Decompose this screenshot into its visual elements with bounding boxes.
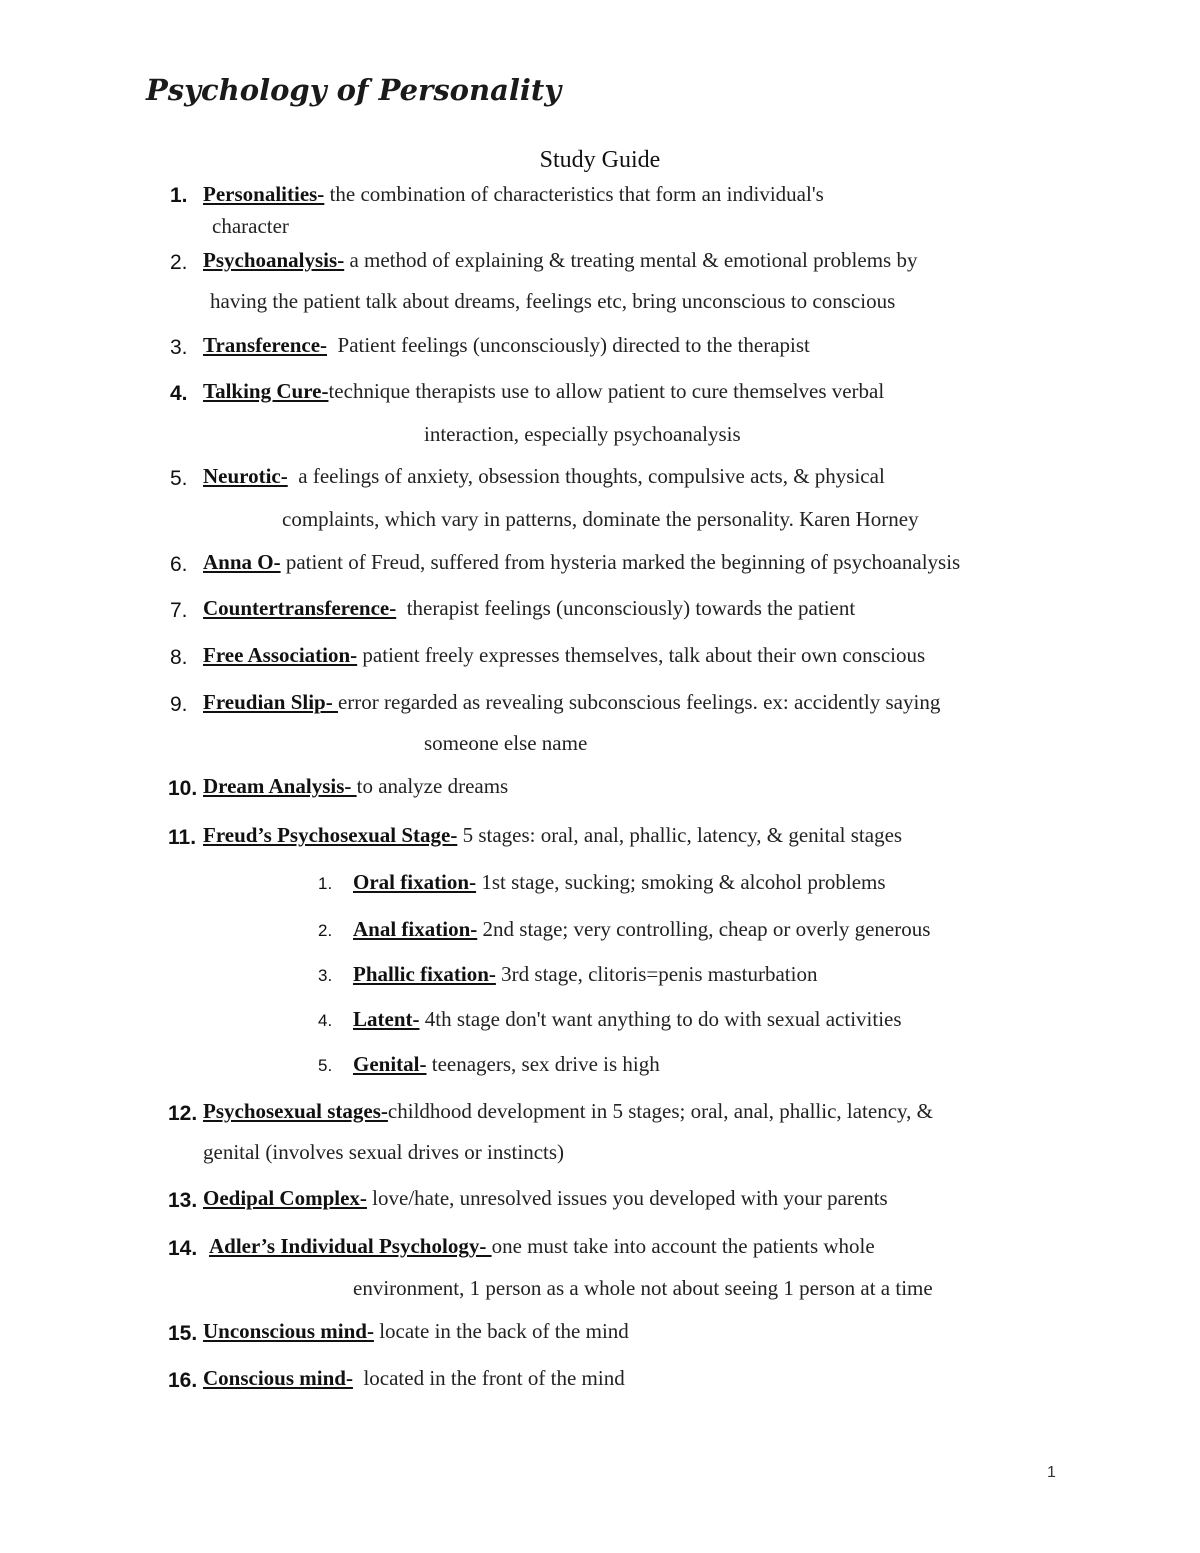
item-continuation: someone else name <box>424 731 588 755</box>
item-definition: located in the front of the mind <box>352 1366 625 1390</box>
subitem-definition: 2nd stage; very controlling, cheap or overly generous <box>477 917 931 941</box>
list-item <box>203 1188 888 1209</box>
list-item <box>203 381 884 402</box>
subitem-definition: 4th stage don't want anything to do with sexual activities <box>419 1007 902 1031</box>
subitem-definition: teenagers, sex drive is high <box>426 1052 660 1076</box>
item-definition: to analyze dreams <box>356 774 509 798</box>
item-continuation: interaction, especially psychoanalysis <box>424 422 741 446</box>
subitem-definition: 1st stage, sucking; smoking & alcohol problems <box>476 870 886 894</box>
item-term: Adler’s Individual Psychology- <box>209 1234 492 1258</box>
item-term: Talking Cure- <box>203 379 329 403</box>
list-item <box>203 776 508 797</box>
item-definition: a feelings of anxiety, obsession thoughts, compulsive acts, & physical <box>287 464 885 488</box>
item-number: 4. <box>170 382 188 405</box>
item-number: 12. <box>168 1102 198 1125</box>
item-definition: patient freely expresses themselves, talk about their own conscious <box>357 643 926 667</box>
subitem-term: Phallic fixation- <box>353 962 496 986</box>
item-number: 7. <box>170 599 188 622</box>
item-term: Unconscious mind- <box>203 1319 374 1343</box>
item-continuation: character <box>212 214 289 238</box>
item-number: 10. <box>168 777 198 800</box>
item-definition: patient of Freud, suffered from hysteria marked the beginning of psychoanalysis <box>280 550 961 574</box>
item-definition: therapist feelings (unconsciously) towards the patient <box>396 596 856 620</box>
item-definition: 5 stages: oral, anal, phallic, latency, & genital stages <box>457 823 903 847</box>
item-number: 9. <box>170 693 188 716</box>
item-definition: the combination of characteristics that form an individual's <box>324 182 824 206</box>
item-definition: error regarded as revealing subconscious feelings. ex: accidently saying <box>337 690 941 714</box>
item-definition: a method of explaining & treating mental & emotional problems by <box>344 248 918 272</box>
list-item <box>203 184 824 205</box>
subitem-number: 2. <box>318 921 333 940</box>
item-number: 14. <box>168 1237 198 1260</box>
sub-list-item <box>353 872 886 893</box>
list-item <box>203 645 925 666</box>
list-item <box>203 466 885 487</box>
item-definition: childhood development in 5 stages; oral, anal, phallic, latency, & <box>387 1099 933 1123</box>
item-definition: one must take into account the patients whole <box>491 1234 875 1258</box>
item-term: Personalities- <box>203 182 325 206</box>
item-term: Countertransference- <box>203 596 397 620</box>
item-number: 13. <box>168 1189 198 1212</box>
item-number: 1. <box>170 184 188 207</box>
item-number: 16. <box>168 1369 198 1392</box>
subitem-number: 3. <box>318 966 333 985</box>
item-definition: technique therapists use to allow patient to cure themselves verbal <box>328 379 885 403</box>
item-term: Freud’s Psychosexual Stage- <box>203 823 458 847</box>
sub-list-item <box>353 1009 902 1030</box>
list-item <box>209 1236 875 1257</box>
item-number: 6. <box>170 553 188 576</box>
subitem-term: Latent- <box>353 1007 420 1031</box>
list-item <box>203 335 810 356</box>
item-number: 5. <box>170 467 188 490</box>
subitem-term: Genital- <box>353 1052 427 1076</box>
item-term: Oedipal Complex- <box>203 1186 367 1210</box>
item-term: Neurotic- <box>203 464 288 488</box>
list-item <box>203 692 940 713</box>
document-title: Psychology of Personality <box>146 73 562 107</box>
list-item <box>203 1368 625 1389</box>
page-heading: Study Guide <box>539 147 661 173</box>
item-definition: love/hate, unresolved issues you developed with your parents <box>366 1186 888 1210</box>
list-item <box>203 250 917 271</box>
item-continuation: complaints, which vary in patterns, dominate the personality. Karen Horney <box>282 507 919 531</box>
item-term: Psychosexual stages- <box>203 1099 388 1123</box>
sub-list-item <box>353 919 930 940</box>
list-item <box>203 825 902 846</box>
item-number: 2. <box>170 251 188 274</box>
subitem-term: Oral fixation- <box>353 870 477 894</box>
item-term: Conscious mind- <box>203 1366 353 1390</box>
item-number: 3. <box>170 336 188 359</box>
page-number: 1 <box>1047 1464 1056 1481</box>
item-term: Psychoanalysis- <box>203 248 345 272</box>
sub-list-item <box>353 964 817 985</box>
item-definition: Patient feelings (unconsciously) directed to the therapist <box>327 333 810 357</box>
list-item <box>203 1321 629 1342</box>
list-item <box>203 1101 933 1122</box>
item-term: Anna O- <box>203 550 281 574</box>
list-item <box>203 552 960 573</box>
list-item <box>203 598 855 619</box>
item-continuation: genital (involves sexual drives or instincts) <box>203 1140 565 1164</box>
subitem-term: Anal fixation- <box>353 917 478 941</box>
item-number: 8. <box>170 646 188 669</box>
subitem-number: 5. <box>318 1056 333 1075</box>
item-term: Transference- <box>203 333 328 357</box>
sub-list-item <box>353 1054 660 1075</box>
item-continuation: having the patient talk about dreams, feelings etc, bring unconscious to conscious <box>210 289 896 313</box>
item-term: Freudian Slip- <box>203 690 338 714</box>
item-definition: locate in the back of the mind <box>373 1319 629 1343</box>
subitem-number: 1. <box>318 874 333 893</box>
item-continuation: environment, 1 person as a whole not about seeing 1 person at a time <box>353 1276 933 1300</box>
item-number: 15. <box>168 1322 198 1345</box>
item-number: 11. <box>168 826 197 849</box>
item-term: Free Association- <box>203 643 358 667</box>
item-term: Dream Analysis- <box>203 774 357 798</box>
subitem-definition: 3rd stage, clitoris=penis masturbation <box>495 962 818 986</box>
subitem-number: 4. <box>318 1011 333 1030</box>
